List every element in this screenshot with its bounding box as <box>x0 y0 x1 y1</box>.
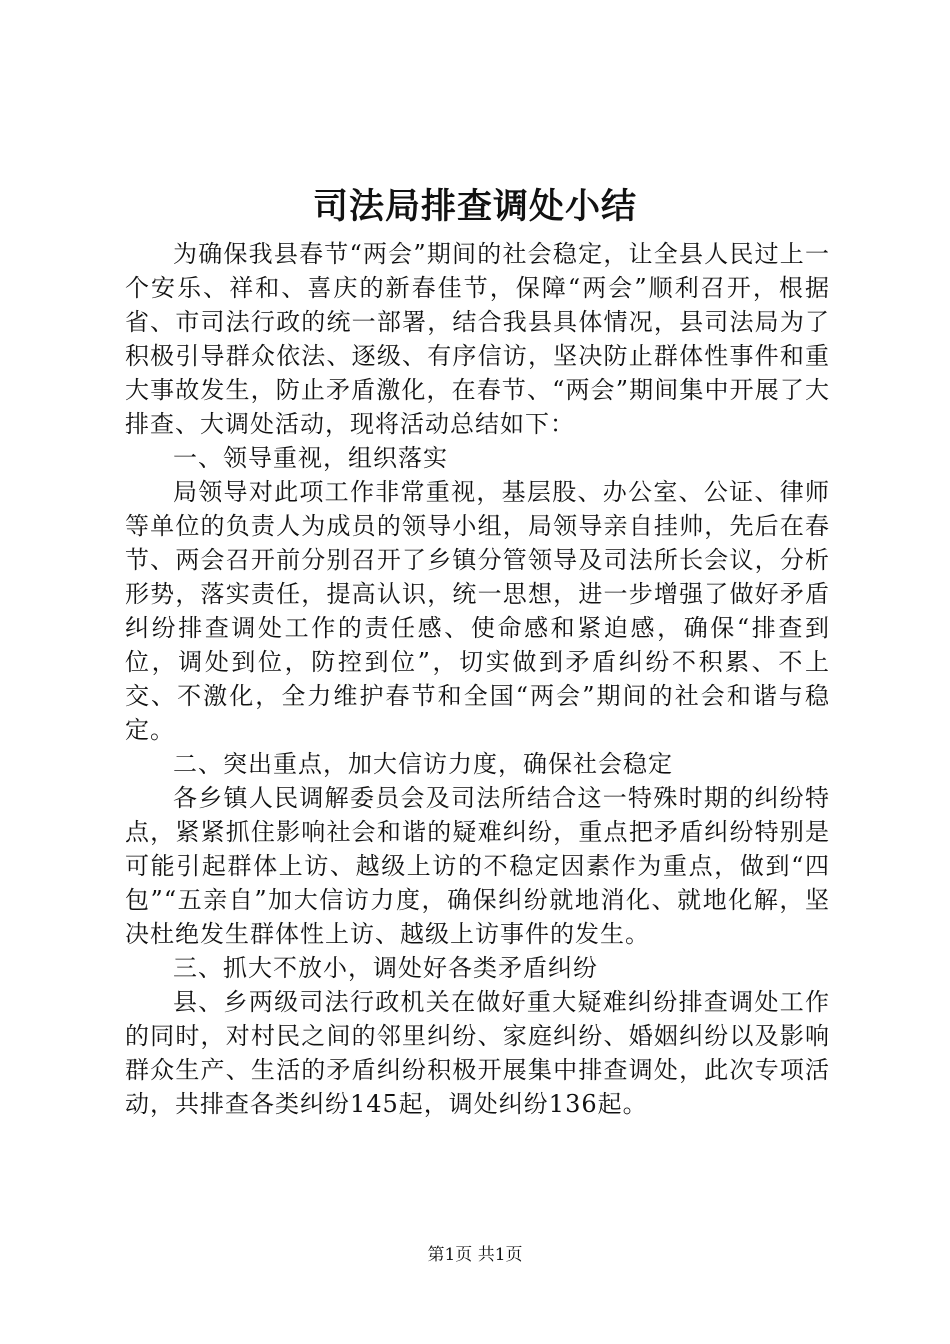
document-body <box>125 237 830 1121</box>
page-title: 司法局排查调处小结 <box>312 186 637 227</box>
section-paragraph-3: 县、乡两级司法行政机关在做好重大疑难纠纷排查调处工作的同时，对村民之间的邻里纠纷、家庭纠纷、婚姻纠纷以及影响群众生产、生活的矛盾纠纷积极开展集中排查调处，此次专项活动，共排查各类纠纷145起，调处纠纷136起。 <box>125 988 830 1118</box>
page-footer: 第1页 共1页 <box>427 1245 523 1265</box>
section-paragraph-1: 局领导对此项工作非常重视，基层股、办公室、公证、律师等单位的负责人为成员的领导小组，局领导亲自挂帅，先后在春节、两会召开前分别召开了乡镇分管领导及司法所长会议，分析形势，落实责任，提高认识，统一思想，进一步增强了做好矛盾纠纷排查调处工作的责任感、使命感和紧迫感，确保“排查到位，调处到位，防控到位”，切实做到矛盾纠纷不积累、不上交、不激化，全力维护春节和全国“两会”期间的社会和谐与稳定。 <box>125 478 830 744</box>
intro-paragraph: 为确保我县春节“两会”期间的社会稳定，让全县人民过上一个安乐、祥和、喜庆的新春佳节，保障“两会”顺利召开，根据省、市司法行政的统一部署，结合我县具体情况，县司法局为了积极引导群众依法、逐级、有序信访，坚决防止群体性事件和重大事故发生，防止矛盾激化，在春节、“两会”期间集中开展了大排查、大调处活动，现将活动总结如下： <box>125 240 830 438</box>
section-heading-3: 三、抓大不放小，调处好各类矛盾纠纷 <box>173 954 598 982</box>
section-paragraph-2: 各乡镇人民调解委员会及司法所结合这一特殊时期的纠纷特点，紧紧抓住影响社会和谐的疑难纠纷，重点把矛盾纠纷特别是可能引起群体上访、越级上访的不稳定因素作为重点，做到“四包”“五亲自”加大信访力度，确保纠纷就地消化、就地化解，坚决杜绝发生群体性上访、越级上访事件的发生。 <box>125 784 830 948</box>
section-heading-2: 二、突出重点，加大信访力度，确保社会稳定 <box>173 750 673 778</box>
section-heading-1: 一、领导重视，组织落实 <box>173 444 448 472</box>
